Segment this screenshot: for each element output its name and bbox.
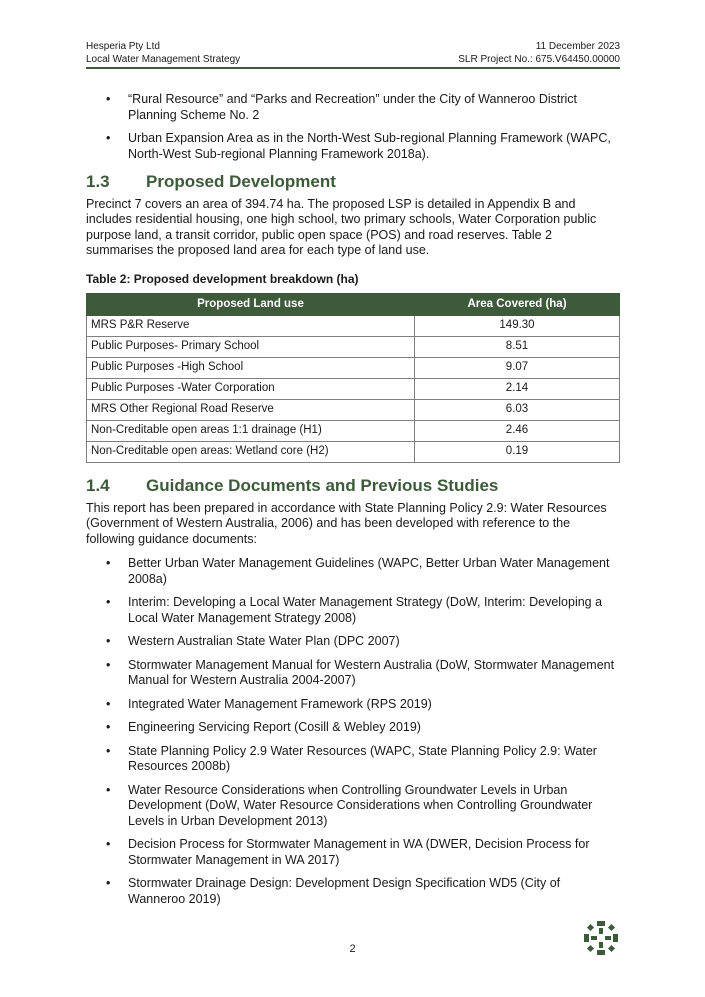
list-item: • Urban Expansion Area as in the North-West Sub-regional Planning Framework (WAPC, North-West Sub-regional Planning Framework 2018a).	[106, 131, 611, 161]
land-use-cell: Public Purposes- Primary School	[87, 337, 415, 358]
bullet-icon: •	[106, 634, 111, 648]
list-item: • “Rural Resource” and “Parks and Recreation” under the City of Wanneroo District Planning Scheme No. 2	[106, 92, 578, 122]
land-use-cell: Non-Creditable open areas: Wetland core (H2)	[87, 442, 415, 463]
header-company: Hesperia Pty Ltd	[86, 41, 160, 52]
area-cell: 8.51	[415, 337, 620, 358]
zoning-bullet-list	[86, 92, 620, 162]
land-use-cell: Public Purposes -Water Corporation	[87, 379, 415, 400]
area-cell: 149.30	[415, 316, 620, 337]
land-use-cell: Public Purposes -High School	[87, 358, 415, 379]
list-item: • Decision Process for Stormwater Management in WA (DWER, Decision Process for Stormwater Management in WA 2017)	[106, 837, 590, 867]
list-item: • State Planning Policy 2.9 Water Resources (WAPC, State Planning Policy 2.9: Water Resources 2008b)	[106, 743, 597, 773]
table-row	[87, 337, 620, 358]
area-cell: 9.07	[415, 358, 620, 379]
bullet-icon: •	[106, 696, 111, 711]
table-row	[87, 316, 620, 337]
area-cell: 0.19	[415, 442, 620, 463]
section-heading-1-3: 1.3 Proposed Development	[86, 172, 336, 191]
table-row	[87, 442, 620, 463]
table-row	[87, 379, 620, 400]
page-header	[86, 40, 620, 66]
list-item: • Western Australian State Water Plan (DPC 2007)	[106, 634, 400, 648]
list-item: • Interim: Developing a Local Water Management Strategy (DoW, Interim: Developing a Local Water Management Strategy 2008)	[106, 595, 603, 625]
bullet-icon: •	[106, 743, 111, 758]
bullet-icon: •	[106, 876, 111, 890]
table-row	[87, 421, 620, 442]
bullet-icon: •	[106, 720, 111, 734]
land-use-table	[86, 293, 620, 463]
table-row	[87, 400, 620, 421]
section-1-3-paragraph: Precinct 7 covers an area of 394.74 ha. The proposed LSP is detailed in Appendix B and includes residential housing, one high school, two primary schools, Water Corporation public purpose land, a transit corridor, public open space (POS) and road reserves. Table 2 summarises the proposed land area for each type of land use.	[86, 196, 597, 257]
bullet-icon: •	[106, 556, 111, 570]
area-cell: 2.14	[415, 379, 620, 400]
list-item: • Integrated Water Management Framework (RPS 2019)	[106, 696, 432, 711]
list-item: • Stormwater Management Manual for Western Australia (DoW, Stormwater Management Manual for Western Australia 2004-2007)	[106, 657, 615, 687]
land-use-cell: MRS Other Regional Road Reserve	[87, 400, 415, 421]
guidance-documents-list	[86, 556, 620, 907]
header-divider	[86, 67, 620, 69]
area-cell: 6.03	[415, 400, 620, 421]
bullet-icon: •	[106, 657, 111, 672]
slr-logo-icon	[583, 920, 619, 956]
column-header-land-use: Proposed Land use	[87, 294, 415, 316]
column-header-area: Area Covered (ha)	[415, 294, 620, 316]
header-project-number: SLR Project No.: 675.V64450.00000	[458, 54, 620, 65]
section-1-4-paragraph: This report has been prepared in accordance with State Planning Policy 2.9: Water Resources (Government of Western Australia, 2006) and has been developed with reference to the following guidance documents:	[86, 500, 607, 546]
bullet-icon: •	[106, 837, 111, 851]
land-use-cell: Non-Creditable open areas 1:1 drainage (H1)	[87, 421, 415, 442]
page-number: 2	[349, 943, 356, 955]
area-cell: 2.46	[415, 421, 620, 442]
header-date: 11 December 2023	[535, 41, 620, 52]
list-item: • Engineering Servicing Report (Cosill & Webley 2019)	[106, 720, 421, 734]
table-caption: Table 2: Proposed development breakdown (ha)	[86, 271, 359, 286]
bullet-icon: •	[106, 595, 111, 609]
bullet-icon: •	[106, 92, 111, 106]
page-content	[86, 92, 620, 915]
table-header-row	[87, 294, 620, 316]
bullet-icon: •	[106, 782, 111, 797]
list-item: • Better Urban Water Management Guidelines (WAPC, Better Urban Water Management 2008a)	[106, 556, 610, 586]
list-item: • Stormwater Drainage Design: Development Design Specification WD5 (City of Wanneroo 2019)	[106, 876, 561, 906]
land-use-cell: MRS P&R Reserve	[87, 316, 415, 337]
table-row	[87, 358, 620, 379]
header-document-title: Local Water Management Strategy	[86, 54, 241, 65]
list-item: • Water Resource Considerations when Controlling Groundwater Levels in Urban Development (DoW, Water Resource Considerations when Controlling Groundwater Levels in Urban Development 2013)	[106, 782, 593, 828]
bullet-icon: •	[106, 131, 111, 145]
section-heading-1-4: 1.4 Guidance Documents and Previous Studies	[86, 476, 499, 495]
